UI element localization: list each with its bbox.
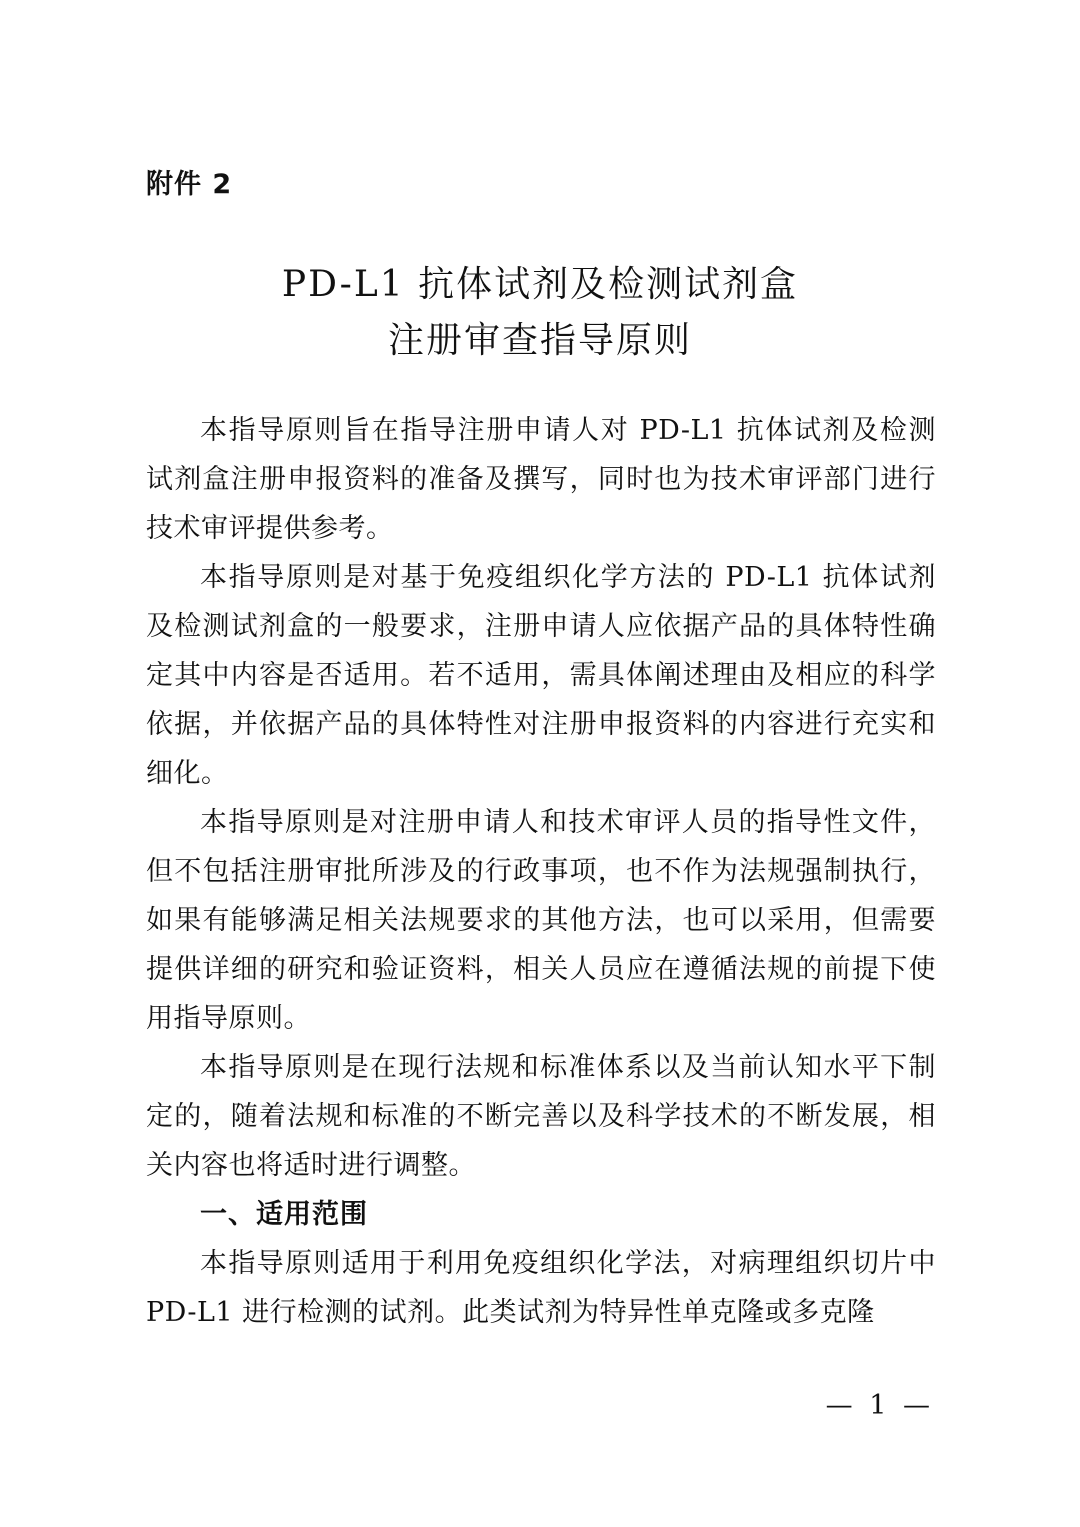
paragraph-revision-note: 本指导原则是在现行法规和标准体系以及当前认知水平下制定的，随着法规和标准的不断完善以及科学技术的不断发展，相关内容也将适时进行调整。 bbox=[146, 1052, 936, 1181]
paragraph-scope-requirements: 本指导原则是对基于免疫组织化学方法的 PD-L1 抗体试剂及检测试剂盒的一般要求，注册申请人应依据产品的具体特性确定其中内容是否适用。若不适用，需具体阐述理由及相应的科学依据，并依据产品的具体特性对注册申报资料的内容进行充实和细化。 bbox=[146, 562, 936, 789]
paragraph-scope: 本指导原则适用于利用免疫组织化学法，对病理组织切片中 PD-L1 进行检测的试剂。此类试剂为特异性单克隆或多克隆 bbox=[146, 1248, 936, 1328]
attachment-label: 附件 2 bbox=[146, 169, 233, 200]
document-title-line-1: PD-L1 抗体试剂及检测试剂盒 bbox=[281, 264, 799, 305]
document-body bbox=[146, 406, 936, 1337]
paragraph-purpose: 本指导原则旨在指导注册申请人对 PD-L1 抗体试剂及检测试剂盒注册申报资料的准备及撰写，同时也为技术审评部门进行技术审评提供参考。 bbox=[146, 415, 936, 544]
document-title-line-2: 注册审查指导原则 bbox=[387, 320, 692, 361]
section-heading-scope: 一、适用范围 bbox=[200, 1199, 368, 1230]
page-number: — 1 — bbox=[825, 1390, 934, 1421]
paragraph-guidance-nature: 本指导原则是对注册申请人和技术审评人员的指导性文件，但不包括注册审批所涉及的行政事项，也不作为法规强制执行，如果有能够满足相关法规要求的其他方法，也可以采用，但需要提供详细的研究和验证资料，相关人员应在遵循法规的前提下使用指导原则。 bbox=[146, 807, 936, 1034]
